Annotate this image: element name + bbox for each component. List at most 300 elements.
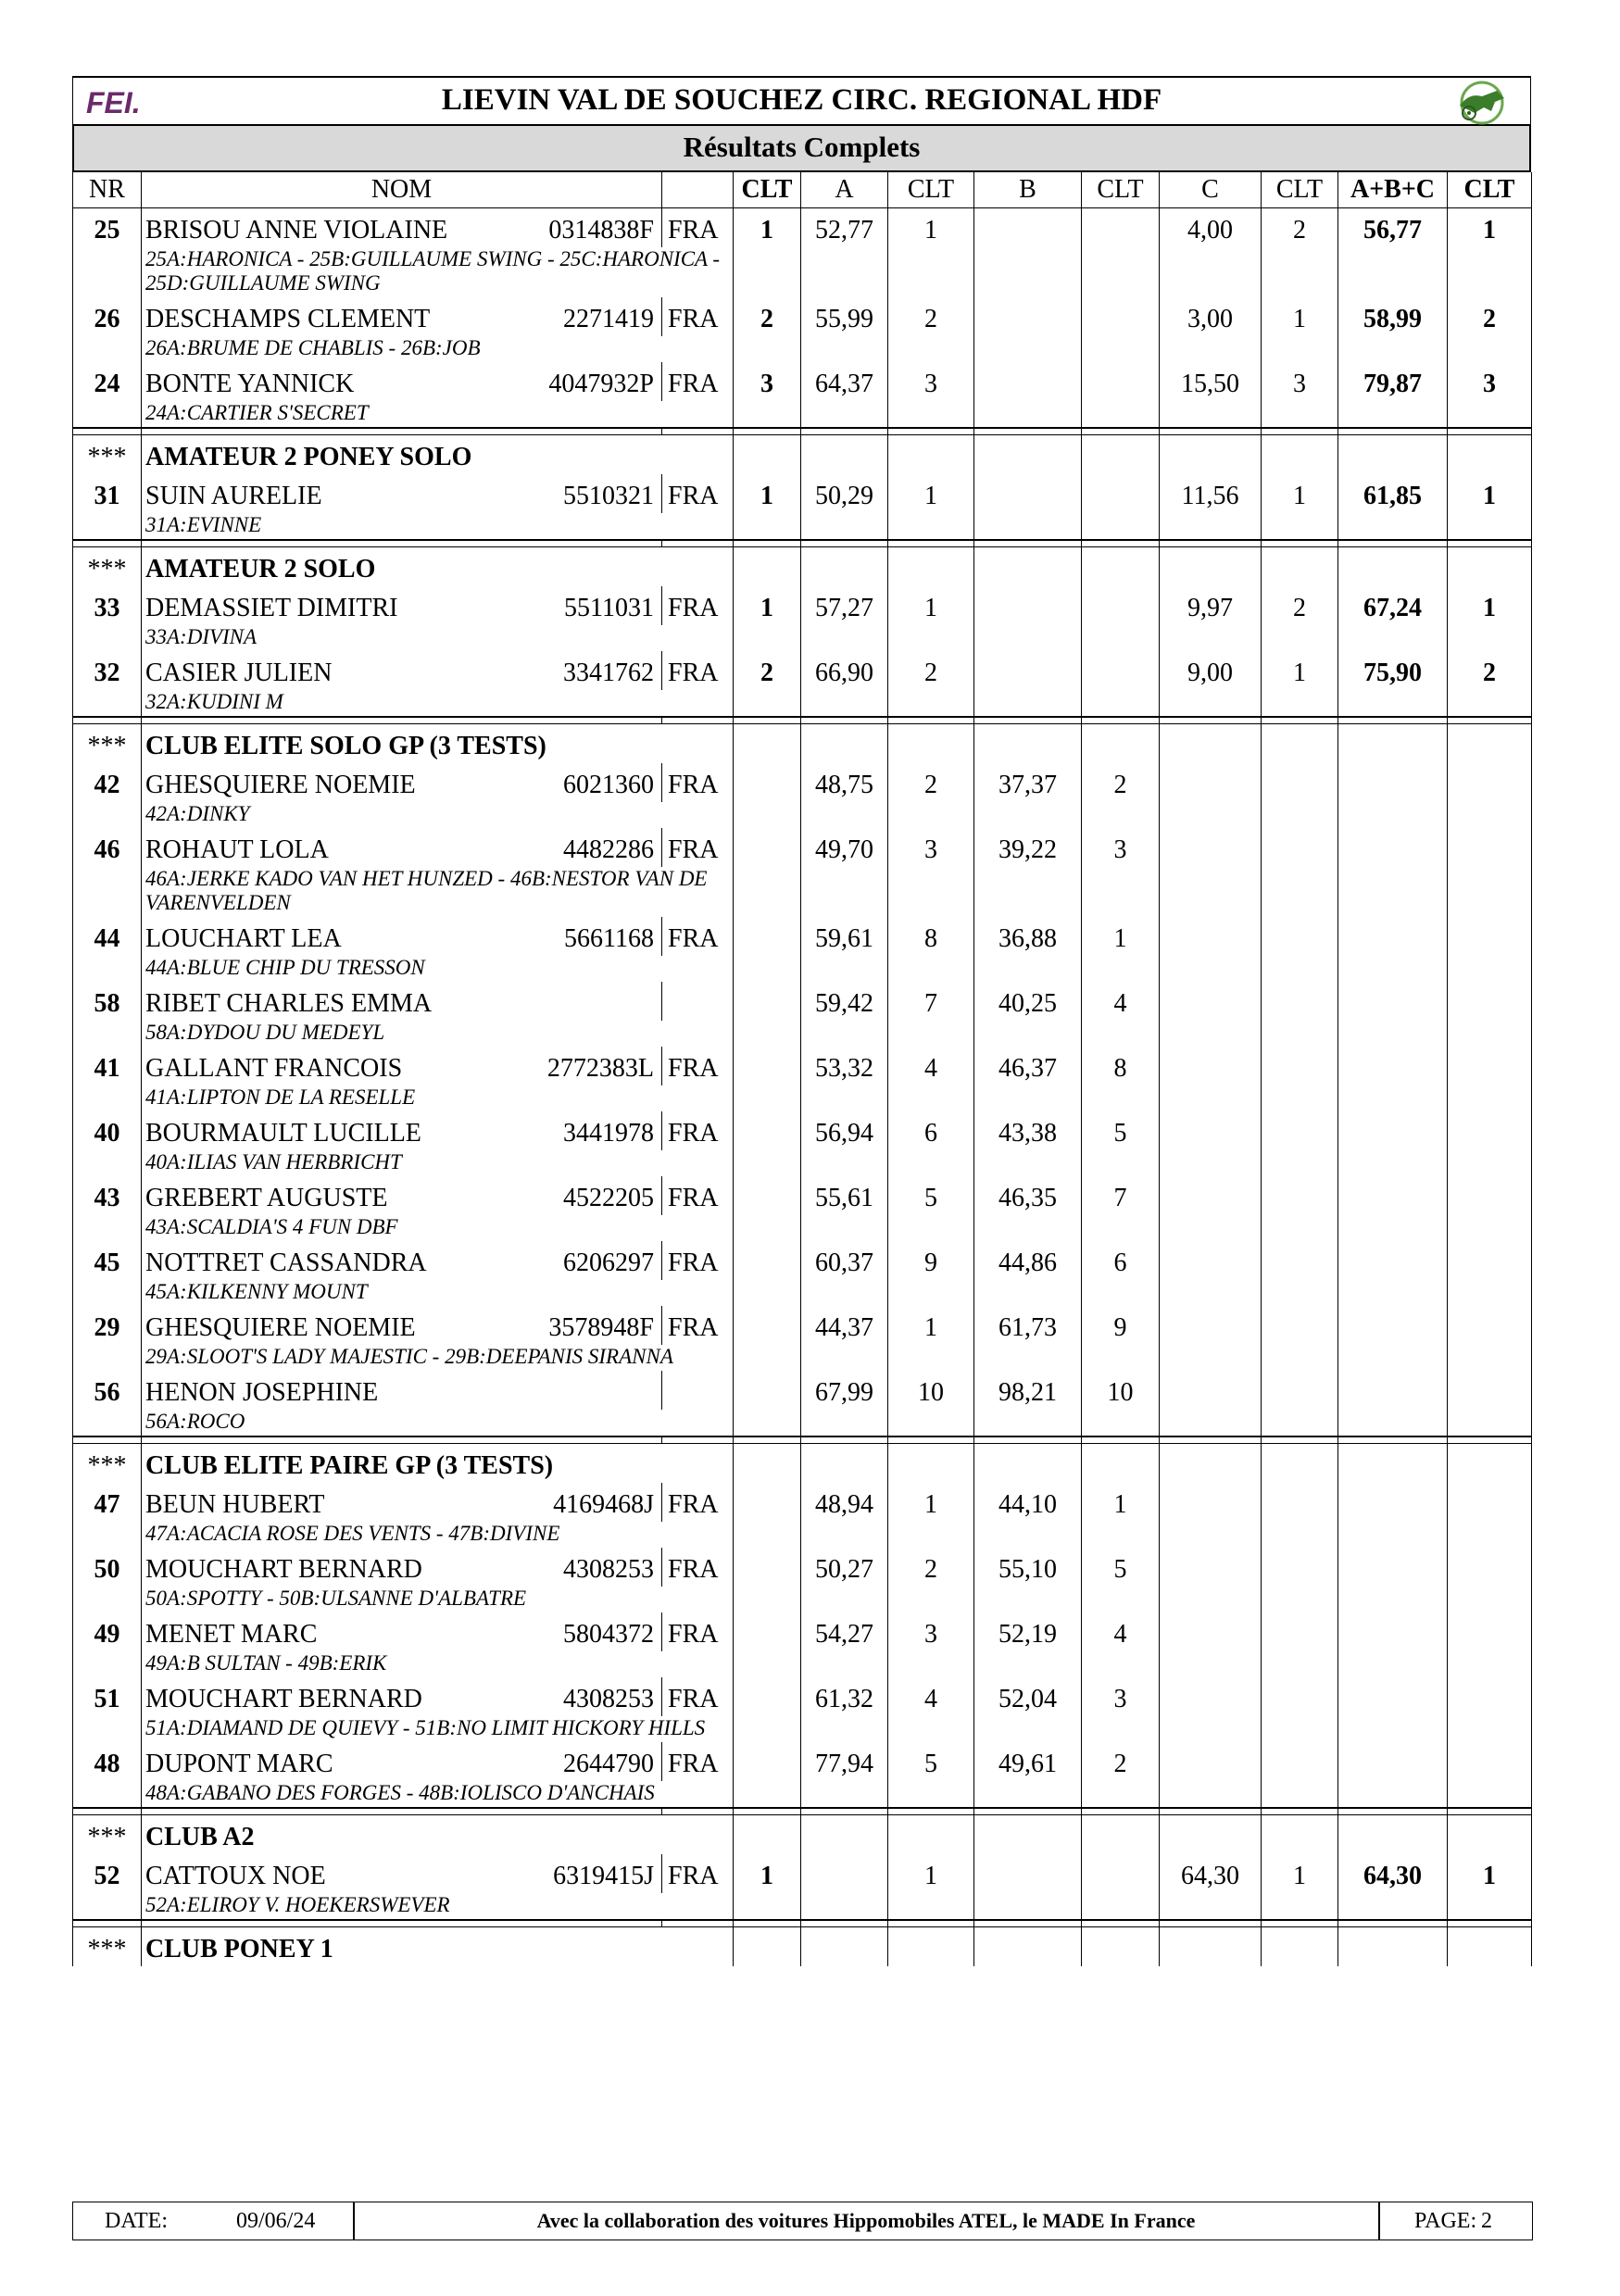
entry-number: 52: [73, 1854, 142, 1893]
empty-cell: [1338, 1444, 1448, 1484]
empty-cell: [73, 1215, 142, 1241]
empty-cell: [801, 724, 888, 764]
score-total: 79,87: [1338, 362, 1448, 401]
col-header-a: A: [801, 172, 888, 208]
rank-a: 4: [888, 1047, 974, 1085]
empty-cell: [1082, 1927, 1160, 1967]
score-total: [1338, 1176, 1448, 1215]
empty-cell: [801, 1085, 888, 1111]
nation: FRA: [662, 1241, 734, 1280]
rank-c: [1262, 917, 1338, 956]
category-stars: ***: [73, 1927, 142, 1967]
empty-cell: [888, 1280, 974, 1306]
rider-cell: [142, 586, 662, 625]
empty-cell: [1338, 1893, 1448, 1920]
rider-name: CASIER JULIEN: [145, 659, 333, 687]
empty-cell: [1262, 1215, 1338, 1241]
score-total: [1338, 1612, 1448, 1651]
empty-cell: [1082, 435, 1160, 475]
license-number: 4482286: [563, 835, 654, 864]
entry-number: 41: [73, 1047, 142, 1085]
rank-b: [1082, 651, 1160, 690]
empty-cell: [1338, 1651, 1448, 1677]
separator-cell: [801, 1437, 888, 1444]
empty-cell: [801, 1893, 888, 1920]
empty-cell: [1448, 956, 1532, 982]
rank-a: 2: [888, 651, 974, 690]
separator-cell: [1338, 1808, 1448, 1815]
rank-a: 2: [888, 763, 974, 802]
empty-cell: [888, 1587, 974, 1612]
empty-cell: [1448, 1522, 1532, 1548]
nation: FRA: [662, 1483, 734, 1522]
rank-c: [1262, 1548, 1338, 1587]
horse-names: 32A:KUDINI M: [142, 690, 734, 717]
score-c: 9,00: [1160, 651, 1262, 690]
score-c: [1160, 1612, 1262, 1651]
empty-cell: [73, 1345, 142, 1371]
empty-cell: [734, 1815, 801, 1855]
empty-cell: [1262, 1716, 1338, 1742]
rider-name: LOUCHART LEA: [145, 924, 342, 953]
empty-cell: [1160, 1150, 1262, 1176]
empty-cell: [1338, 1280, 1448, 1306]
rank-a: 1: [888, 1483, 974, 1522]
separator-cell: [801, 540, 888, 547]
horse-row: [73, 1651, 1532, 1677]
empty-cell: [1448, 1587, 1532, 1612]
empty-cell: [1448, 1215, 1532, 1241]
nation: FRA: [662, 474, 734, 513]
nation: FRA: [662, 586, 734, 625]
rank-total: 3: [1448, 362, 1532, 401]
empty-cell: [734, 1345, 801, 1371]
empty-cell: [974, 1021, 1082, 1047]
rider-cell: [142, 1047, 662, 1085]
empty-cell: [1448, 336, 1532, 362]
separator-cell: [73, 1437, 142, 1444]
horse-names: 51A:DIAMAND DE QUIEVY - 51B:NO LIMIT HICKORY HILLS: [142, 1716, 734, 1742]
empty-cell: [888, 1651, 974, 1677]
empty-cell: [1262, 1410, 1338, 1437]
score-b: 46,37: [974, 1047, 1082, 1085]
empty-cell: [974, 1150, 1082, 1176]
empty-cell: [73, 625, 142, 651]
empty-cell: [1338, 1021, 1448, 1047]
rank-b: 1: [1082, 917, 1160, 956]
empty-cell: [1160, 625, 1262, 651]
rank-total: [1448, 1371, 1532, 1410]
empty-cell: [801, 1345, 888, 1371]
empty-cell: [1262, 336, 1338, 362]
empty-cell: [1338, 1927, 1448, 1967]
separator-cell: [1262, 1920, 1338, 1927]
rank-a: 4: [888, 1677, 974, 1716]
license-number: 2644790: [563, 1750, 654, 1778]
separator-cell: [888, 1808, 974, 1815]
entry-number: 48: [73, 1742, 142, 1781]
empty-cell: [1082, 1781, 1160, 1808]
footer-credit: Avec la collaboration des voitures Hippomobiles ATEL, le MADE In France: [536, 2209, 1196, 2232]
score-b: [974, 208, 1082, 248]
empty-cell: [974, 1716, 1082, 1742]
category-row: [73, 724, 1532, 764]
rider-cell: [142, 651, 662, 690]
rank-b: 2: [1082, 763, 1160, 802]
separator-cell: [1160, 1808, 1262, 1815]
empty-cell: [734, 1927, 801, 1967]
score-b: [974, 1854, 1082, 1893]
table-row: [73, 1371, 1532, 1410]
rider-name: BONTE YANNICK: [145, 370, 355, 398]
empty-cell: [801, 401, 888, 428]
empty-cell: [1338, 1215, 1448, 1241]
empty-cell: [801, 802, 888, 828]
empty-cell: [1160, 1587, 1262, 1612]
empty-cell: [888, 1215, 974, 1241]
empty-cell: [1262, 435, 1338, 475]
horse-names: 26A:BRUME DE CHABLIS - 26B:JOB: [142, 336, 734, 362]
empty-cell: [888, 247, 974, 297]
rider-cell: [142, 1241, 662, 1280]
rider-cell: [142, 1483, 662, 1522]
empty-cell: [1262, 867, 1338, 917]
rider-cell: [142, 1854, 662, 1893]
page-footer: [72, 2202, 1533, 2240]
separator-cell: [974, 1920, 1082, 1927]
separator-cell: [801, 1920, 888, 1927]
score-b: 40,25: [974, 982, 1082, 1021]
rider-name: RIBET CHARLES EMMA: [145, 989, 433, 1018]
rank-c: 3: [1262, 362, 1338, 401]
horse-row: [73, 867, 1532, 917]
rank-a: 2: [888, 297, 974, 336]
separator-cell: [1082, 428, 1160, 435]
empty-cell: [801, 1021, 888, 1047]
empty-cell: [801, 1587, 888, 1612]
rank-b: 6: [1082, 1241, 1160, 1280]
empty-cell: [974, 1815, 1082, 1855]
nation: FRA: [662, 828, 734, 867]
col-header-b: B: [974, 172, 1082, 208]
empty-cell: [888, 625, 974, 651]
license-number: 3341762: [563, 659, 654, 687]
score-total: 56,77: [1338, 208, 1448, 248]
table-row: [73, 586, 1532, 625]
empty-cell: [1262, 1522, 1338, 1548]
table-row: [73, 362, 1532, 401]
empty-cell: [734, 1085, 801, 1111]
rider-cell: [142, 1742, 662, 1781]
score-total: [1338, 1483, 1448, 1522]
empty-cell: [888, 401, 974, 428]
empty-cell: [974, 1781, 1082, 1808]
rank-total: [1448, 763, 1532, 802]
empty-cell: [1448, 1893, 1532, 1920]
license-number: 5661168: [564, 924, 654, 953]
separator-cell: [1160, 1437, 1262, 1444]
empty-cell: [801, 1815, 888, 1855]
col-header-nom: NOM: [142, 172, 662, 208]
table-row: [73, 1176, 1532, 1215]
empty-cell: [801, 690, 888, 717]
empty-cell: [1448, 1781, 1532, 1808]
table-row: [73, 1241, 1532, 1280]
nation: [662, 1371, 734, 1410]
empty-cell: [734, 1280, 801, 1306]
empty-cell: [1338, 802, 1448, 828]
empty-cell: [974, 1085, 1082, 1111]
empty-cell: [1262, 1781, 1338, 1808]
empty-cell: [1338, 1150, 1448, 1176]
empty-cell: [1160, 513, 1262, 540]
category-stars: ***: [73, 435, 142, 475]
rank-total: [1448, 917, 1532, 956]
empty-cell: [1448, 1021, 1532, 1047]
horse-names: 31A:EVINNE: [142, 513, 734, 540]
footer-page-label: PAGE:: [1414, 2209, 1477, 2233]
empty-cell: [1338, 435, 1448, 475]
empty-cell: [1160, 1651, 1262, 1677]
table-header-row: [73, 172, 1532, 208]
score-total: [1338, 1241, 1448, 1280]
empty-cell: [1160, 1927, 1262, 1967]
empty-cell: [1338, 956, 1448, 982]
rank-c: 2: [1262, 208, 1338, 248]
empty-cell: [888, 1815, 974, 1855]
empty-cell: [1160, 867, 1262, 917]
empty-cell: [1338, 1410, 1448, 1437]
rider-name: MOUCHART BERNARD: [145, 1555, 422, 1584]
separator-cell: [142, 428, 662, 435]
category-stars: ***: [73, 1444, 142, 1484]
rank-overall: 1: [734, 1854, 801, 1893]
empty-cell: [1160, 247, 1262, 297]
score-total: [1338, 1677, 1448, 1716]
horse-names: 49A:B SULTAN - 49B:ERIK: [142, 1651, 734, 1677]
rank-c: [1262, 828, 1338, 867]
rank-total: [1448, 828, 1532, 867]
rider-name: DUPONT MARC: [145, 1750, 333, 1778]
horse-names: 45A:KILKENNY MOUNT: [142, 1280, 734, 1306]
table-row: [73, 297, 1532, 336]
empty-cell: [1082, 724, 1160, 764]
empty-cell: [1082, 1651, 1160, 1677]
empty-cell: [73, 336, 142, 362]
nation: FRA: [662, 208, 734, 248]
score-a: 64,37: [801, 362, 888, 401]
separator-cell: [662, 1437, 734, 1444]
entry-number: 46: [73, 828, 142, 867]
rank-total: [1448, 1111, 1532, 1150]
score-b: 52,19: [974, 1612, 1082, 1651]
empty-cell: [1338, 867, 1448, 917]
rank-total: [1448, 1677, 1532, 1716]
empty-cell: [1082, 1893, 1160, 1920]
table-row: [73, 1854, 1532, 1893]
rank-c: [1262, 1742, 1338, 1781]
entry-number: 47: [73, 1483, 142, 1522]
rank-total: 1: [1448, 474, 1532, 513]
empty-cell: [888, 1927, 974, 1967]
score-b: 37,37: [974, 763, 1082, 802]
score-c: 64,30: [1160, 1854, 1262, 1893]
rank-total: 2: [1448, 651, 1532, 690]
empty-cell: [974, 247, 1082, 297]
rank-total: [1448, 1176, 1532, 1215]
table-row: [73, 828, 1532, 867]
entry-number: 58: [73, 982, 142, 1021]
rider-cell: [142, 1548, 662, 1587]
rider-cell: [142, 474, 662, 513]
license-number: 5804372: [563, 1620, 654, 1649]
rank-overall: [734, 1047, 801, 1085]
table-row: [73, 1742, 1532, 1781]
empty-cell: [1160, 1716, 1262, 1742]
rank-c: 1: [1262, 651, 1338, 690]
separator-cell: [974, 428, 1082, 435]
score-c: 15,50: [1160, 362, 1262, 401]
rider-cell: [142, 1612, 662, 1651]
rank-overall: 1: [734, 586, 801, 625]
rank-overall: [734, 917, 801, 956]
empty-cell: [801, 1651, 888, 1677]
empty-cell: [1262, 1651, 1338, 1677]
score-a: 57,27: [801, 586, 888, 625]
rank-c: 1: [1262, 297, 1338, 336]
separator-cell: [974, 1808, 1082, 1815]
horse-names: 25A:HARONICA - 25B:GUILLAUME SWING - 25C:HARONICA - 25D:GUILLAUME SWING: [142, 247, 734, 297]
license-number: 4522205: [563, 1184, 654, 1212]
separator-cell: [1448, 428, 1532, 435]
horse-names: 24A:CARTIER S'SECRET: [142, 401, 734, 428]
rank-a: 3: [888, 1612, 974, 1651]
nation: FRA: [662, 1306, 734, 1345]
entry-number: 49: [73, 1612, 142, 1651]
horse-names: 42A:DINKY: [142, 802, 734, 828]
separator-cell: [73, 540, 142, 547]
rank-overall: [734, 1176, 801, 1215]
empty-cell: [888, 956, 974, 982]
rider-name: MOUCHART BERNARD: [145, 1685, 422, 1713]
empty-cell: [1448, 401, 1532, 428]
rank-c: [1262, 1176, 1338, 1215]
empty-cell: [1448, 1927, 1532, 1967]
entry-number: 51: [73, 1677, 142, 1716]
empty-cell: [1082, 690, 1160, 717]
horse-names: 56A:ROCO: [142, 1410, 734, 1437]
empty-cell: [1082, 802, 1160, 828]
nation: FRA: [662, 763, 734, 802]
horse-names: 44A:BLUE CHIP DU TRESSON: [142, 956, 734, 982]
score-total: 58,99: [1338, 297, 1448, 336]
horse-row: [73, 1781, 1532, 1808]
horse-row: [73, 401, 1532, 428]
license-number: 3441978: [563, 1119, 654, 1148]
score-c: [1160, 763, 1262, 802]
empty-cell: [888, 867, 974, 917]
empty-cell: [801, 625, 888, 651]
rank-overall: 2: [734, 651, 801, 690]
empty-cell: [801, 1781, 888, 1808]
horse-names: 43A:SCALDIA'S 4 FUN DBF: [142, 1215, 734, 1241]
rank-a: 3: [888, 828, 974, 867]
score-c: [1160, 1306, 1262, 1345]
group-separator: [73, 717, 1532, 724]
empty-cell: [73, 867, 142, 917]
horse-names: 47A:ACACIA ROSE DES VENTS - 47B:DIVINE: [142, 1522, 734, 1548]
horse-row: [73, 956, 1532, 982]
rank-b: 2: [1082, 1742, 1160, 1781]
rank-total: 1: [1448, 1854, 1532, 1893]
footer-date-label: DATE:: [105, 2209, 168, 2233]
empty-cell: [73, 956, 142, 982]
score-c: [1160, 1176, 1262, 1215]
separator-cell: [1448, 540, 1532, 547]
empty-cell: [974, 1345, 1082, 1371]
rank-overall: [734, 1548, 801, 1587]
empty-cell: [801, 1522, 888, 1548]
empty-cell: [1160, 802, 1262, 828]
empty-cell: [1448, 625, 1532, 651]
empty-cell: [1160, 1280, 1262, 1306]
footer-divider: [1378, 2202, 1380, 2240]
empty-cell: [1338, 690, 1448, 717]
empty-cell: [801, 1927, 888, 1967]
empty-cell: [801, 547, 888, 587]
rider-cell: [142, 1176, 662, 1215]
empty-cell: [974, 956, 1082, 982]
empty-cell: [974, 802, 1082, 828]
rank-b: 7: [1082, 1176, 1160, 1215]
empty-cell: [734, 1893, 801, 1920]
empty-cell: [1448, 1716, 1532, 1742]
empty-cell: [888, 1444, 974, 1484]
empty-cell: [1338, 1587, 1448, 1612]
entry-number: 25: [73, 208, 142, 248]
rank-a: 3: [888, 362, 974, 401]
empty-cell: [73, 1716, 142, 1742]
entry-number: 45: [73, 1241, 142, 1280]
horse-names: 41A:LIPTON DE LA RESELLE: [142, 1085, 734, 1111]
rank-overall: [734, 1483, 801, 1522]
empty-cell: [888, 1410, 974, 1437]
rank-overall: 2: [734, 297, 801, 336]
horse-row: [73, 690, 1532, 717]
score-a: 44,37: [801, 1306, 888, 1345]
empty-cell: [974, 336, 1082, 362]
empty-cell: [974, 1280, 1082, 1306]
rank-b: [1082, 474, 1160, 513]
empty-cell: [1082, 1021, 1160, 1047]
empty-cell: [974, 513, 1082, 540]
separator-cell: [1160, 540, 1262, 547]
score-b: 36,88: [974, 917, 1082, 956]
score-total: [1338, 828, 1448, 867]
rank-total: [1448, 1742, 1532, 1781]
rider-cell: [142, 1371, 662, 1410]
empty-cell: [73, 513, 142, 540]
rank-total: 1: [1448, 586, 1532, 625]
rider-name: NOTTRET CASSANDRA: [145, 1248, 427, 1277]
score-b: 55,10: [974, 1548, 1082, 1587]
nation: FRA: [662, 1612, 734, 1651]
empty-cell: [1082, 1085, 1160, 1111]
empty-cell: [1082, 1587, 1160, 1612]
col-header-nat: [662, 172, 734, 208]
rider-name: HENON JOSEPHINE: [145, 1378, 379, 1407]
empty-cell: [888, 1893, 974, 1920]
